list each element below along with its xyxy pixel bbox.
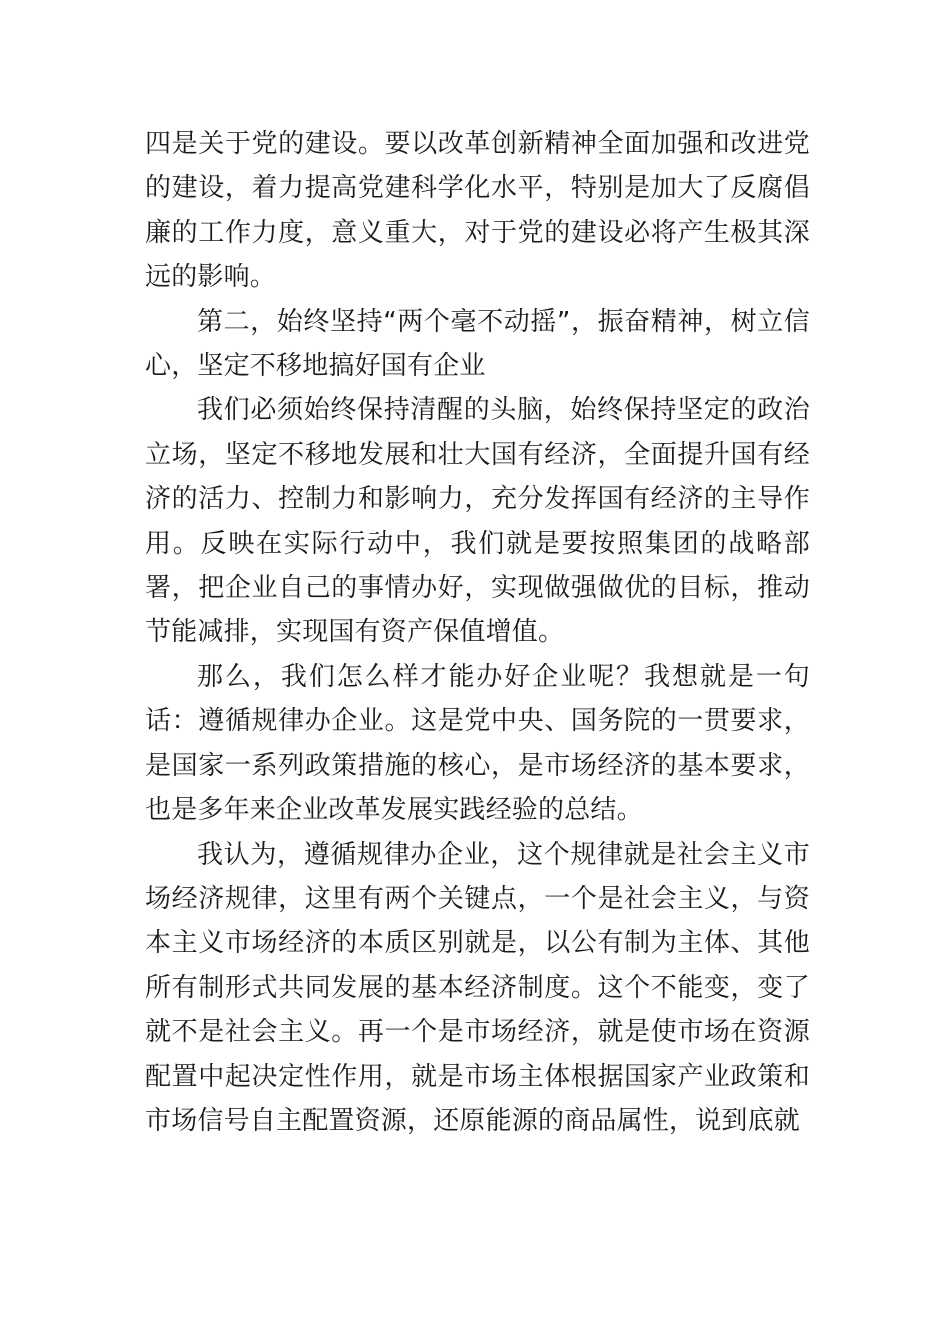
paragraph-market-rules: 我认为，遵循规律办企业，这个规律就是社会主义市场经济规律，这里有两个关键点，一个是社会主义，与资本主义市场经济的本质区别就是，以公有制为主体、其他所有制形式共同发展的基本经济制度。这个不能变，变了就不是社会主义。再一个是市场经济，就是使市场在资源配置中起决定性作用，就是市场主体根据国家产业政策和市场信号自主配置资源，还原能源的商品属性，说到底就 (145, 839, 810, 1136)
paragraph-state-economy: 我们必须始终保持清醒的头脑，始终保持坚定的政治立场，坚定不移地发展和壮大国有经济，全面提升国有经济的活力、控制力和影响力，充分发挥国有经济的主导作用。反映在实际行动中，我们就是要按照集团的战略部署，把企业自己的事情办好，实现做强做优的目标，推动节能减排，实现国有资产保值增值。 (145, 395, 810, 648)
paragraph-run-enterprise: 那么，我们怎么样才能办好企业呢？我想就是一句话：遵循规律办企业。这是党中央、国务院的一贯要求，是国家一系列政策措施的核心，是市场经济的基本要求，也是多年来企业改革发展实践经验的总结。 (145, 661, 810, 826)
paragraph-party-building: 四是关于党的建设。要以改革创新精神全面加强和改进党的建设，着力提高党建科学化水平，特别是加大了反腐倡廉的工作力度，意义重大，对于党的建设必将产生极其深远的影响。 (145, 129, 810, 293)
document-body (145, 122, 810, 1143)
paragraph-section-heading: 第二，始终坚持“两个毫不动摇”，振奋精神，树立信心，坚定不移地搞好国有企业 (145, 306, 810, 382)
